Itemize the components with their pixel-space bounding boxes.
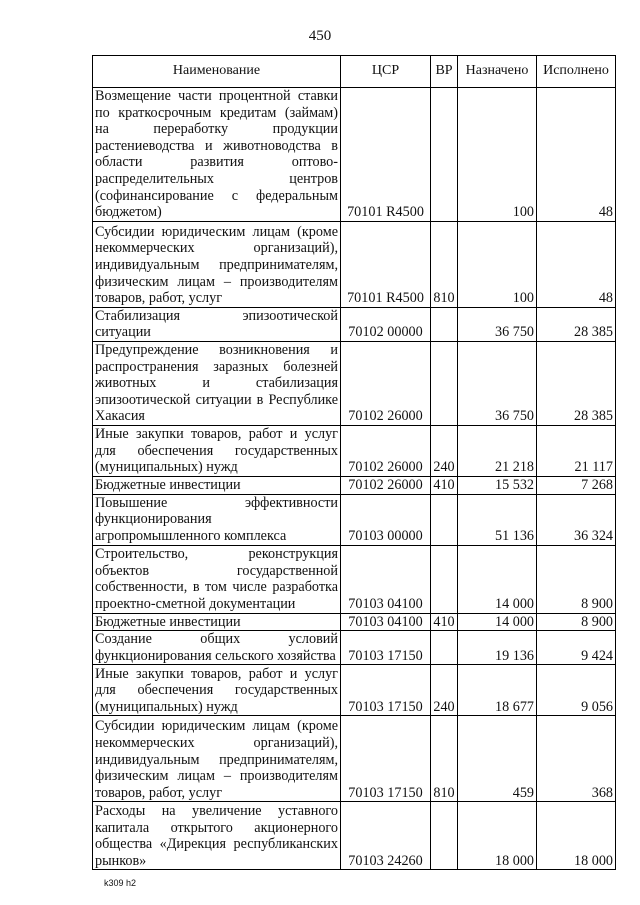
row-vr [431, 307, 458, 341]
row-nazn: 51 136 [458, 494, 537, 545]
row-csr: 70102 26000 [341, 341, 431, 425]
page-number: 450 [308, 28, 332, 44]
row-csr: 70103 17150 [341, 665, 431, 716]
row-vr [431, 545, 458, 613]
header-nazn: Назначено [458, 56, 537, 88]
row-isp: 36 324 [537, 494, 616, 545]
row-csr: 70103 17150 [341, 716, 431, 802]
row-name: Строительство, реконструкция объектов государственной собственности, в том числе разработка проектно-сметной документации [93, 545, 341, 613]
row-nazn: 21 218 [458, 425, 537, 476]
row-vr: 810 [431, 221, 458, 307]
row-csr: 70103 17150 [341, 631, 431, 665]
table-row [93, 802, 616, 870]
row-isp: 8 900 [537, 613, 616, 631]
table-row [93, 221, 616, 307]
table-row [93, 545, 616, 613]
table-row [93, 341, 616, 425]
row-isp: 18 000 [537, 802, 616, 870]
header-isp: Исполнено [537, 56, 616, 88]
row-name: Создание общих условий функционирования сельского хозяйства [93, 631, 341, 665]
footer-code: k309 h2 [104, 878, 137, 888]
table-row [93, 665, 616, 716]
row-name: Субсидии юридическим лицам (кроме некоммерческих организаций), индивидуальным предпринимателям, физическим лицам – производителям товаров, работ, услуг [93, 221, 341, 307]
row-csr: 70103 24260 [341, 802, 431, 870]
row-name: Стабилизация эпизоотической ситуации [93, 307, 341, 341]
row-vr [431, 88, 458, 222]
table-row [93, 631, 616, 665]
row-vr [431, 631, 458, 665]
row-name: Возмещение части процентной ставки по краткосрочным кредитам (займам) на переработку продукции растениеводства и животноводства в области развития оптово-распределительных центров (софинансирование с федеральным бюджетом) [93, 88, 341, 222]
row-isp: 9 424 [537, 631, 616, 665]
row-isp: 7 268 [537, 476, 616, 494]
row-csr: 70101 R4500 [341, 221, 431, 307]
row-name: Предупреждение возникновения и распространения заразных болезней животных и стабилизация эпизоотической ситуации в Республике Хакасия [93, 341, 341, 425]
table-row [93, 476, 616, 494]
row-isp: 28 385 [537, 341, 616, 425]
row-nazn: 18 677 [458, 665, 537, 716]
row-vr [431, 494, 458, 545]
row-csr: 70101 R4500 [341, 88, 431, 222]
row-vr [431, 802, 458, 870]
row-nazn: 100 [458, 221, 537, 307]
row-name: Иные закупки товаров, работ и услуг для обеспечения государственных (муниципальных) нужд [93, 425, 341, 476]
row-csr: 70103 04100 [341, 545, 431, 613]
row-vr: 410 [431, 476, 458, 494]
row-nazn: 36 750 [458, 341, 537, 425]
row-nazn: 100 [458, 88, 537, 222]
row-isp: 48 [537, 88, 616, 222]
row-nazn: 15 532 [458, 476, 537, 494]
header-csr: ЦСР [341, 56, 431, 88]
table-row [93, 88, 616, 222]
row-vr: 810 [431, 716, 458, 802]
row-csr: 70102 00000 [341, 307, 431, 341]
table-row [93, 494, 616, 545]
row-isp: 368 [537, 716, 616, 802]
row-isp: 28 385 [537, 307, 616, 341]
row-nazn: 459 [458, 716, 537, 802]
row-name: Расходы на увеличение уставного капитала открытого акционерного общества «Дирекция республиканских рынков» [93, 802, 341, 870]
table-row [93, 425, 616, 476]
header-name: Наименование [93, 56, 341, 88]
row-csr: 70102 26000 [341, 425, 431, 476]
table-row [93, 307, 616, 341]
row-csr: 70103 00000 [341, 494, 431, 545]
budget-table [92, 55, 616, 870]
row-csr: 70103 04100 [341, 613, 431, 631]
row-csr: 70102 26000 [341, 476, 431, 494]
row-name: Иные закупки товаров, работ и услуг для обеспечения государственных (муниципальных) нужд [93, 665, 341, 716]
row-nazn: 19 136 [458, 631, 537, 665]
row-vr: 240 [431, 665, 458, 716]
row-vr: 410 [431, 613, 458, 631]
row-vr: 240 [431, 425, 458, 476]
table-header-row [93, 56, 616, 88]
table-row [93, 613, 616, 631]
row-name: Повышение эффективности функционирования агропромышленного комплекса [93, 494, 341, 545]
row-name: Бюджетные инвестиции [93, 476, 341, 494]
row-isp: 48 [537, 221, 616, 307]
row-isp: 21 117 [537, 425, 616, 476]
row-vr [431, 341, 458, 425]
row-nazn: 18 000 [458, 802, 537, 870]
row-nazn: 36 750 [458, 307, 537, 341]
row-nazn: 14 000 [458, 613, 537, 631]
row-isp: 9 056 [537, 665, 616, 716]
row-name: Субсидии юридическим лицам (кроме некоммерческих организаций), индивидуальным предпринимателям, физическим лицам – производителям товаров, работ, услуг [93, 716, 341, 802]
table-row [93, 716, 616, 802]
row-nazn: 14 000 [458, 545, 537, 613]
row-isp: 8 900 [537, 545, 616, 613]
row-name: Бюджетные инвестиции [93, 613, 341, 631]
header-vr: ВР [431, 56, 458, 88]
